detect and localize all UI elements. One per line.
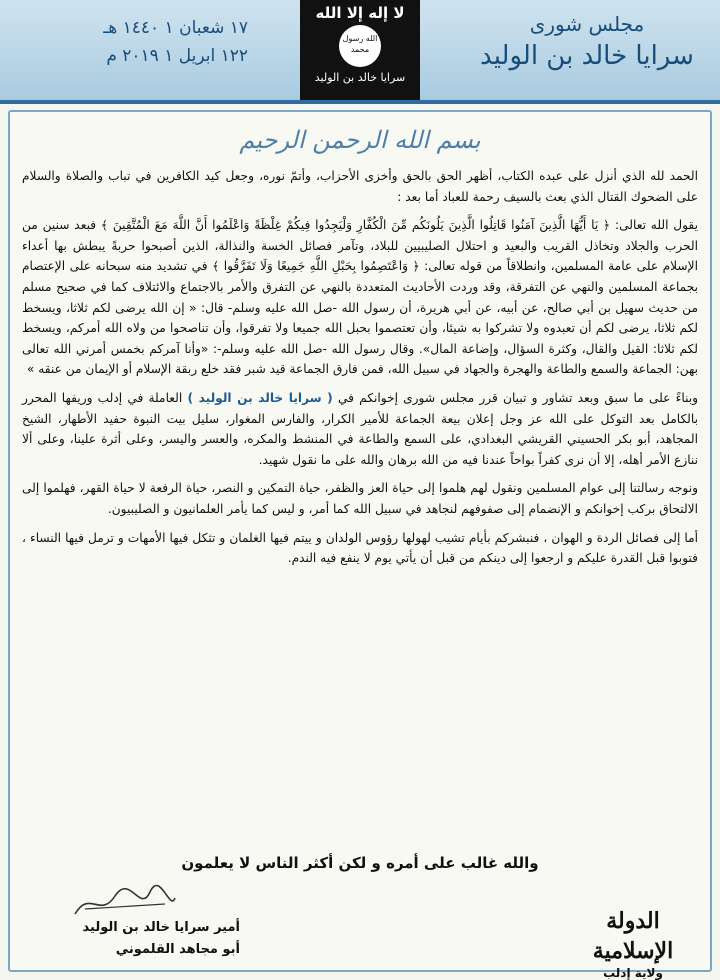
council-title: مجلس شورى: [529, 12, 645, 36]
paragraph-message-factions: أما إلى فصائل الردة و الهوان ، فنبشركم بأيام تشيب لهولها رؤوس الولدان و ييتم فيها الغلمان و تثكل فيها الأمهات و ترمل فيها النساء ، فتوبوا قبل القدرة عليكم و ارجعوا إلى دينكم من قبل أن يأتي يوم لا ينفع فيه الندم.: [22, 530, 698, 566]
province-name: ولاية إدلب: [603, 966, 663, 980]
pledge-intro: وبناءً على ما سبق وبعد تشاور و تبيان قرر مجلس شورى إخوانكم في: [337, 390, 699, 405]
signatory-name: أبو مجاهد القلموني: [115, 942, 240, 957]
signature-scribble-icon: [70, 884, 180, 924]
statement-body: [22, 166, 698, 577]
date-block: [18, 14, 248, 70]
paragraph-opening: الحمد لله الذي أنزل على عبده الكتاب، أظهر الحق بالحق وأخزى الأحزاب، وأتمّ نوره، وجعل كيد الكافرين في تباب والصلاة والسلام على الضحوك القتال الذي بعث بالسيف رحمة للعباد أما بعد :: [22, 169, 698, 204]
brigades-title: سرايا خالد بن الوليد: [480, 41, 694, 71]
state-calligraphy: الدولة الإسلامية: [592, 908, 674, 964]
date-gregorian: ١٢٢ ابريل ١ ٢٠١٩ م: [106, 46, 248, 66]
paragraph-message-muslims: ونوجه رسالتنا إلى عوام المسلمين ونقول لهم هلموا إلى حياة العز والظفر، حياة التمكين و النصر، حياة الرفعة لا حياة القهر، فهلموا إلى الالتحاق بركب إخوانكم و الإنضمام إلى صفوفهم لنجاهد في سبيل الله كما أمر، و ليس كما يأمر العلمانيون و الصليبيون.: [22, 481, 698, 516]
group-name-highlight: ( سرايا خالد بن الوليد ): [187, 390, 333, 405]
paragraph-evidence: يقول الله تعالى: ﴿ يَا أَيُّهَا الَّذِينَ آمَنُوا قَاتِلُوا الَّذِينَ يَلُونَكُم مِّنَ الْكُفَّارِ وَلْيَجِدُوا فِيكُمْ غِلْظَةً وَاعْلَمُوا أَنَّ اللَّهَ مَعَ الْمُتَّقِينَ ﴾ فبعد سنين من الحرب والجلاد وتخاذل القريب والبعيد و احتلال الصليبيين للبلاد، وتآمر فصائل الخسة والنذالة، الذين أصبحوا حربةً يبطش بها أعداء الإسلام على عامة المسلمين، وانطلاقاً من قوله تعالى: ﴿ وَاعْتَصِمُوا بِحَبْلِ اللَّهِ جَمِيعًا وَلَا تَفَرَّقُوا ﴾ في تشديد منه سبحانه على الإعتصام بجماعة المسلمين والنهي عن التفرقة، وقد وردت الأحاديث المتعددة بالنهي عن التفرق والأمر بالاجتماع والائتلاف كما في صحيح مسلم من حديث سهيل بن أبي صالح، عن أبيه، عن أبي هريرة، أن رسول الله -صل الله عليه وسلم- قال: « إن الله يرضى لكم ثلاثا، ويسخط لكم ثلاثا، يرضى لكم أن تعبدوه ولا تشركوا به شيئا، وأن تعتصموا بحبل الله جميعا ولا تفرقوا، وأن تناصحوا من ولاه الله أمركم، ويسخط لكم ثلاثا: القيل والقال، وكثرة السؤال، وإضاعة المال». وقال رسول الله -صل الله عليه وسلم-: «وأنا آمركم بخمس أمرني الله تعالى بهن: الجماعة والسمع والطاعة والهجرة والجهاد في سبيل الله، فمن فارق الجماعة قيد شبر فقد خلع ربقة الإسلام أو الإيمان من عنقه »: [22, 218, 698, 377]
closing-verse: والله غالب على أمره و لكن أكثر الناس لا يعلمون: [181, 854, 539, 872]
header-banner: [0, 0, 720, 104]
logo: [300, 0, 420, 100]
state-stamp: [568, 906, 698, 980]
basmala: بسم الله الرحمن الرحيم: [239, 126, 481, 154]
pledge-text: العاملة في إدلب وريفها المحرر بالكامل بعد التوكل على الله عز وجل إعلان بيعة الجماعة للأمير الكرار، والفارس المغوار، سليل بيت النبوة حفيد الأطهار، الشيخ المجاهد، أبو بكر الحسيني القريشي البغدادي، على السمع والطاعة في المنشط والمكره، والعسر واليسر، وعلى أثرة علينا، وعلى ألا ننازع الأمر أهله، إلا أن نرى كفراً بواحاً عندنا فيه من الله برهان والله على ما نقول شهيد.: [22, 390, 698, 467]
date-hijri: ١٧ شعبان ١ ١٤٤٠ هـ: [103, 18, 248, 38]
paragraph-pledge: [22, 388, 698, 470]
issuer-block: [472, 10, 702, 74]
seal-icon: الله رسول محمد: [339, 25, 381, 67]
signature-block: [40, 884, 240, 964]
logo-shahada: لا إله إلا الله: [315, 4, 405, 22]
logo-subtitle: سرايا خالد بن الوليد: [314, 71, 406, 84]
signatory-title: أمير سرايا خالد بن الوليد: [82, 920, 240, 935]
